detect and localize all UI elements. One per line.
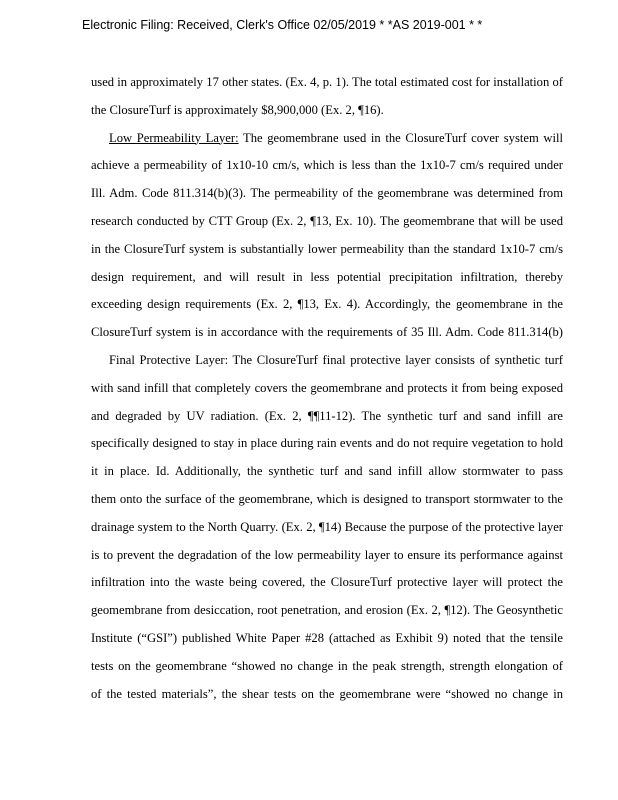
body-line: and degraded by UV radiation. (Ex. 2, ¶¶11-12). The synthetic turf and sand infill are (91, 408, 563, 423)
body-line: ClosureTurf system is in accordance with the requirements of 35 Ill. Adm. Code 811.314(b) (91, 325, 563, 340)
body-line-text: The ClosureTurf final protective layer consists of synthetic turf (228, 352, 563, 367)
body-line (91, 347, 563, 375)
body-line: Institute (“GSI”) published White Paper #28 (attached as Exhibit 9) noted that the tensile (91, 630, 563, 645)
body-line: used in approximately 17 other states. (Ex. 4, p. 1). The total estimated cost for installation of (91, 75, 563, 89)
body-line: infiltration into the waste being covered, the ClosureTurf protective layer will protect the (91, 575, 563, 590)
body-line: drainage system to the North Quarry. (Ex. 2, ¶14) Because the purpose of the protective layer (91, 519, 563, 534)
body-line: tests on the geomembrane “showed no change in the peak strength, strength elongation of (91, 658, 563, 673)
body-line-text: The geomembrane used in the ClosureTurf cover system will (238, 130, 563, 145)
body-line: design requirement, and will result in less potential precipitation infiltration, thereby (91, 269, 563, 284)
body-line: research conducted by CTT Group (Ex. 2, ¶13, Ex. 10). The geomembrane that will be used (91, 213, 563, 228)
body-line: with sand infill that completely covers the geomembrane and protects it from being exposed (91, 380, 563, 395)
body-line: them onto the surface of the geomembrane, which is designed to transport stormwater to the (91, 491, 563, 506)
body-line (91, 125, 563, 153)
body-line: Ill. Adm. Code 811.314(b)(3). The permeability of the geomembrane was determined from (91, 186, 563, 201)
body-line: specifically designed to stay in place during rain events and do not require vegetation to hold (91, 436, 563, 451)
section-heading-final-protective: Final Protective Layer: (109, 352, 229, 367)
body-line: exceeding design requirements (Ex. 2, ¶13, Ex. 4). Accordingly, the geomembrane in the (91, 297, 563, 312)
body-line: is to prevent the degradation of the low permeability layer to ensure its performance against (91, 547, 563, 562)
body-line: achieve a permeability of 1x10-10 cm/s, which is less than the 1x10-7 cm/s required under (91, 158, 563, 173)
filing-header: Electronic Filing: Received, Clerk's Office 02/05/2019 * *AS 2019-001 * * (82, 18, 483, 32)
body-line: it in place. Id. Additionally, the synthetic turf and sand infill allow stormwater to pass (91, 464, 563, 479)
body-line: the ClosureTurf is approximately $8,900,000 (Ex. 2, ¶16). (91, 102, 384, 117)
body-line: geomembrane from desiccation, root penetration, and erosion (Ex. 2, ¶12). The Geosynthetic (91, 603, 563, 618)
document-body (91, 69, 563, 708)
body-line: in the ClosureTurf system is substantially lower permeability than the standard 1x10-7 cm/s (91, 241, 563, 256)
body-line: of the tested materials”, the shear tests on the geomembrane were “showed no change in (91, 686, 563, 701)
section-heading-low-permeability: Low Permeability Layer: (109, 130, 239, 145)
